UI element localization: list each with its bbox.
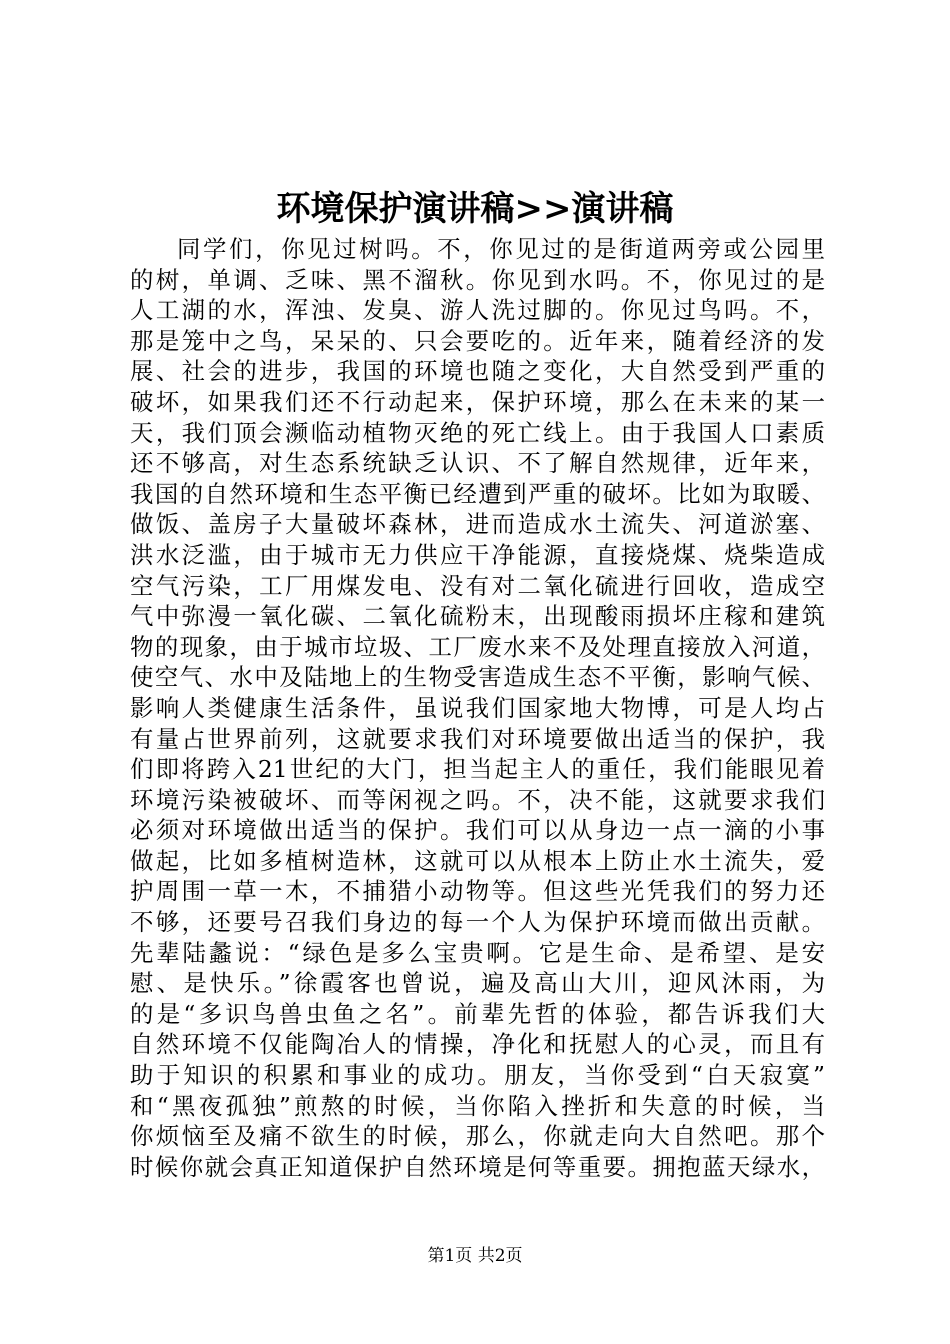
text-line: 做饭、盖房子大量破坏森林，进而造成水土流失、河道淤塞、 [130,510,825,539]
text-line: 和“黑夜孤独”煎熬的时候，当你陷入挫折和失意的时候，当 [130,1091,825,1120]
text-line: 时候你就会真正知道保护自然环境是何等重要。拥抱蓝天绿水， [130,1152,825,1181]
document-title: 环境保护演讲稿>>演讲稿 [276,189,674,229]
text-line: 的树，单调、乏味、黑不溜秋。你见到水吗。不，你见过的是 [130,265,825,294]
text-line: 不够，还要号召我们身边的每一个人为保护环境而做出贡献。 [130,908,825,937]
text-line: 那是笼中之鸟，呆呆的、只会要吃的。近年来，随着经济的发 [130,326,825,355]
text-line: 自然环境不仅能陶冶人的情操，净化和抚慰人的心灵，而且有 [130,1030,825,1059]
text-line: 你烦恼至及痛不欲生的时候，那么，你就走向大自然吧。那个 [130,1122,825,1151]
text-line: 必须对环境做出适当的保护。我们可以从身边一点一滴的小事 [130,816,825,845]
text-line: 破坏，如果我们还不行动起来，保护环境，那么在未来的某一 [130,387,825,416]
text-line: 助于知识的积累和事业的成功。朋友，当你受到“白天寂寞” [130,1061,825,1090]
text-line: 我国的自然环境和生态平衡已经遭到严重的破坏。比如为取暖、 [130,479,825,508]
text-line: 同学们，你见过树吗。不，你见过的是街道两旁或公园里 [177,235,825,263]
text-line: 有量占世界前列，这就要求我们对环境要做出适当的保护，我 [130,724,825,753]
text-line: 的是“多识鸟兽虫鱼之名”。前辈先哲的体验，都告诉我们大 [130,999,825,1028]
text-line: 做起，比如多植树造林，这就可以从根本上防止水土流失，爱 [130,846,825,875]
text-line: 慰、是快乐。”徐霞客也曾说，遍及高山大川，迎风沐雨，为 [130,969,825,998]
text-line: 展、社会的进步，我国的环境也随之变化，大自然受到严重的 [130,357,825,386]
text-line: 先辈陆蠡说：“绿色是多么宝贵啊。它是生命、是希望、是安 [130,938,825,967]
text-line: 天，我们顶会濒临动植物灭绝的死亡线上。由于我国人口素质 [130,418,825,447]
page-indicator: 第1页 共2页 [427,1246,523,1266]
text-line: 气中弥漫一氧化碳、二氧化硫粉末，出现酸雨损坏庄稼和建筑 [130,602,825,631]
text-line: 环境污染被破坏、而等闲视之吗。不，决不能，这就要求我们 [130,785,825,814]
text-line: 空气污染，工厂用煤发电、没有对二氧化硫进行回收，造成空 [130,571,825,600]
text-line: 洪水泛滥，由于城市无力供应干净能源，直接烧煤、烧柴造成 [130,540,825,569]
text-line: 还不够高，对生态系统缺乏认识、不了解自然规律，近年来， [130,449,825,478]
text-line: 们即将跨入21世纪的大门，担当起主人的重任，我们能眼见着 [130,755,825,784]
text-line: 影响人类健康生活条件，虽说我们国家地大物博，可是人均占 [130,693,825,722]
text-line: 护周围一草一木，不捕猎小动物等。但这些光凭我们的努力还 [130,877,825,906]
text-line: 物的现象，由于城市垃圾、工厂废水来不及处理直接放入河道， [130,632,825,661]
speech-body [130,234,825,1182]
text-line: 使空气、水中及陆地上的生物受害造成生态不平衡，影响气候、 [130,663,825,692]
text-line: 人工湖的水，浑浊、发臭、游人洗过脚的。你见过鸟吗。不， [130,296,825,325]
